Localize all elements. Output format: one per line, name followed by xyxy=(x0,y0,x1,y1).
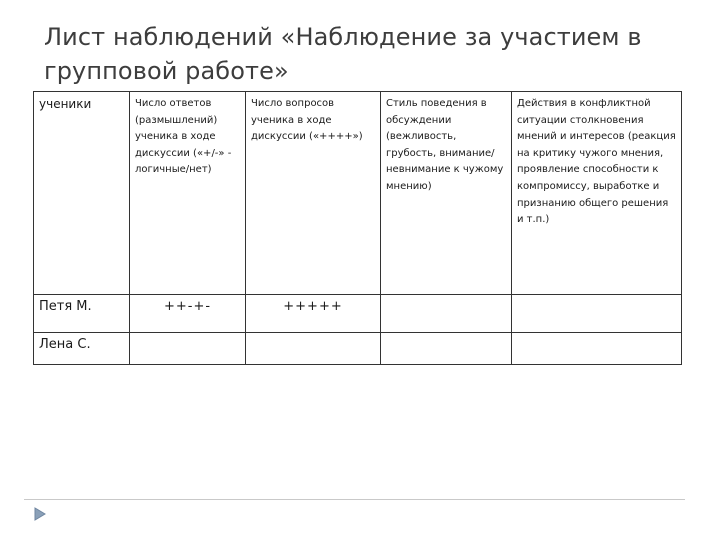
observation-table xyxy=(33,91,682,365)
conflict-cell xyxy=(512,333,682,365)
table-header-row xyxy=(34,92,682,295)
answers-cell xyxy=(130,333,246,365)
footer-divider xyxy=(24,499,685,500)
questions-cell: +++++ xyxy=(246,295,381,333)
answers-cell: ++-+- xyxy=(130,295,246,333)
student-name: Лена С. xyxy=(34,333,130,365)
header-cell-behavior-style: Стиль поведения в обсуждении (вежливость, грубость, внимание/невнимание к чужому мнению) xyxy=(381,92,512,295)
header-cell-questions: Число вопросов ученика в ходе дискуссии («++++») xyxy=(246,92,381,295)
style-cell xyxy=(381,333,512,365)
conflict-cell xyxy=(512,295,682,333)
page-title: Лист наблюдений «Наблюдение за участием в групповой работе» xyxy=(44,23,642,85)
style-cell xyxy=(381,295,512,333)
questions-cell xyxy=(246,333,381,365)
table-row xyxy=(34,333,682,365)
header-cell-conflict-actions: Действия в конфликтной ситуации столкновения мнений и интересов (реакция на критику чужого мнения, проявление способности к компромиссу, выработке и признанию общего решения и т.п.) xyxy=(512,92,682,295)
header-cell-students: ученики xyxy=(34,92,130,295)
table-row xyxy=(34,295,682,333)
student-name: Петя М. xyxy=(34,295,130,333)
triangle-bullet-icon xyxy=(34,507,46,521)
header-cell-answers: Число ответов (размышлений) ученика в ходе дискуссии («+/-» - логичные/нет) xyxy=(130,92,246,295)
